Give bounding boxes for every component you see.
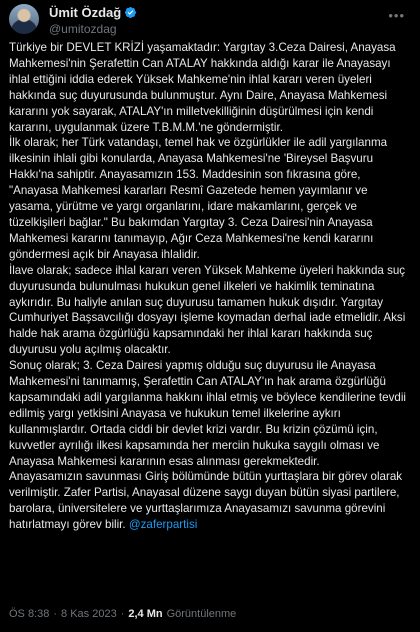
mention-link[interactable]: @zaferpartisi <box>128 518 198 532</box>
post-meta <box>9 608 236 620</box>
post-text <box>9 40 411 533</box>
meta-separator: · <box>53 608 58 620</box>
more-horizontal-icon[interactable]: ••• <box>388 8 405 23</box>
author-handle[interactable]: @umitozdag <box>49 22 117 36</box>
author-name-row <box>49 5 137 20</box>
post-body: Türkiye bir DEVLET KRİZİ yaşamaktadır: Yargıtay 3.Ceza Dairesi, Anayasa Mahkemesi'nin Şerafettin Can ATALAY hakkında aldığı karar ile Anayasayı ihlal ettiğini iddia ederek Yüksek Mahkeme'nin ihlal kararı veren üyeleri hakkında suç duyurusunda bulunmuştur. Aynı Daire, Anayasa Mahkemesi kararını yok sayarak, ATALAY'ın milletvekilliğinin düşürülmesi için kendi kararını, uygulanmak üzere T.B.M.M.'ne göndermiştir. İlk olarak; her Türk vatandaşı, temel hak ve özgürlükler ile adil yargılanma ilkesinin ihlali gibi konularda, Anayasa Mahkemesi'ne 'Bireysel Başvuru Hakkı'na sahiptir. Anayasamızın 153. Maddesinin son fıkrasına göre, "Anayasa Mahkemesi kararları Resmî Gazetede hemen yayımlanır ve yasama, yürütme ve yargı organlarını, idare makamlarını, gerçek ve tüzelkişileri bağlar." Bu bakımdan Yargıtay 3. Ceza Dairesi'nin Anayasa Mahkemesi kararını tanımayıp, Ağır Ceza Mahkemesi'ne kendi kararını göndermesi açık bir Anayasa ihlalidir. İlave olarak; sadece ihlal kararı veren Yüksek Mahkeme üyeleri hakkında suç duyurusunda bulunulması hukukun genel ilkeleri ve hakimlik teminatına aykırıdır. Bu haliyle anılan suç duyurusu tamamen hukuk dışıdır. Yargıtay Cumhuriyet Başsavcılığı dosyayı işleme koymadan derhal iade etmelidir. Aksi halde hak arama özgürlüğü kapsamındaki her ihlal kararı hakkında suç duyurusu yolu açılmış olacaktır. Sonuç olarak; 3. Ceza Dairesi yapmış olduğu suç duyurusu ile Anayasa Mahkemesi'ni tanımamış, Şerafettin Can ATALAY'ın hak arama özgürlüğü kapsamındaki adil yargılanma hakkını ihlal etmiş ve böylece kendilerine tevdii edilmiş yargı yetkisini Anayasa ve hukukun temel ilkelerine aykırı kullanmışlardır. Ortada ciddi bir devlet krizi vardır. Bu krizin çözümü için, kuvvetler ayrılığı ilkesi kapsamında her merciin hukuka saygılı olması ve Anayasa Mahkemesi kararının esas alınması gerekmektedir. Anayasamızın savunması Giriş bölümünde bütün yurttaşlara bir görev olarak verilmiştir. Zafer Partisi, Anayasal düzene saygı duyan bütün siyasi partilere, barolara, üniversitelere ve yurttaşlarımıza Anayasamızı savunma görevini hatırlatmayı görev bilir. <box>9 41 406 532</box>
verified-badge-icon <box>124 6 137 19</box>
avatar[interactable] <box>9 4 39 34</box>
meta-separator: · <box>120 608 125 620</box>
views-label: Görüntülenme <box>166 608 237 620</box>
post-time[interactable]: ÖS 8:38 <box>9 608 50 620</box>
post-date[interactable]: 8 Kas 2023 <box>61 608 117 620</box>
author-display-name[interactable]: Ümit Özdağ <box>49 5 122 20</box>
post-header <box>9 2 409 36</box>
views-count: 2,4 Mn <box>128 608 163 620</box>
